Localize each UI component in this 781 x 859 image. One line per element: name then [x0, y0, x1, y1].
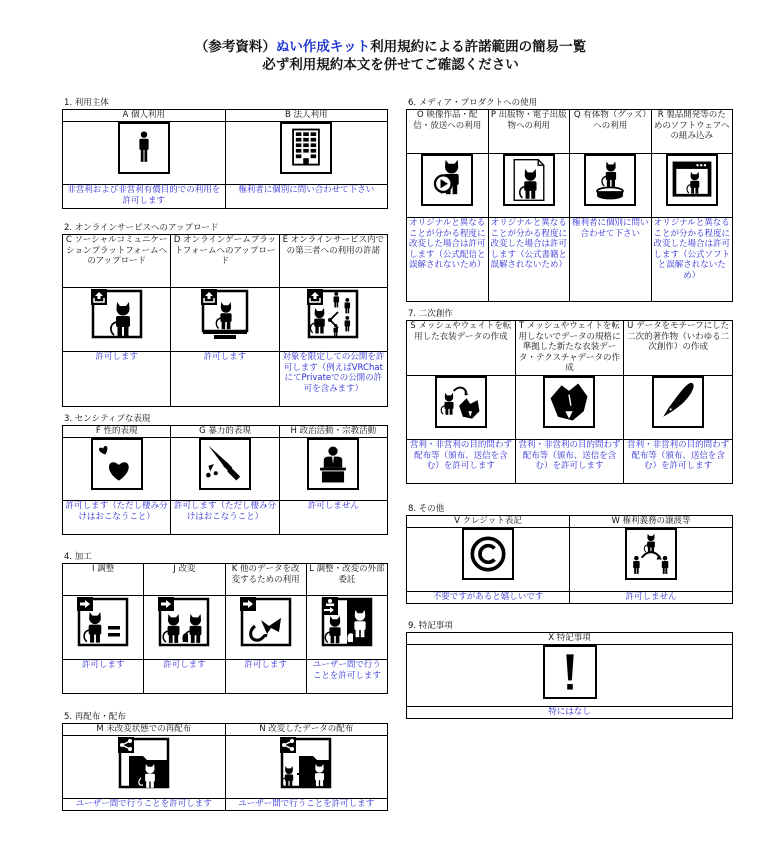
page-title	[0, 38, 781, 74]
share-modified-icon	[279, 736, 333, 790]
upload-monitor-cat-icon	[198, 288, 252, 342]
column-header: F 性的表現	[63, 426, 171, 438]
permission-table	[62, 425, 388, 535]
section-online-upload	[62, 222, 388, 407]
modify-two-cats-icon	[157, 596, 211, 648]
column-header: N 改変したデータの配布	[225, 724, 388, 736]
pen-nib-icon	[652, 376, 704, 428]
section-label: 9. 特記事項	[408, 621, 453, 631]
column-header: V クレジット表記	[407, 516, 570, 528]
exclamation-icon	[543, 645, 597, 699]
permission-table	[406, 320, 733, 484]
permission-result: 営利・非営利の目的問わず配布等（頒布、送信を含む）を許可します	[407, 440, 516, 484]
hearts-icon	[91, 438, 143, 490]
permission-table	[62, 563, 388, 694]
permission-result: ユーザー間で行うことを許可します	[225, 799, 388, 811]
column-header: X 特記事項	[407, 633, 733, 645]
section-derivative-works	[406, 308, 733, 484]
permission-result: 権利者に個別に問い合わせて下さい	[570, 218, 652, 302]
section-label: 4. 加工	[64, 552, 92, 562]
column-header: T メッシュやウェイトを転用しないでデータの規格に準拠した新たな衣装データ・テクスチャデータの作成	[515, 321, 624, 376]
permission-result: 権利者に個別に問い合わせて下さい	[225, 185, 388, 209]
column-header: S メッシュやウェイトを転用した衣装データの作成	[407, 321, 516, 376]
title-line-2: 必ず利用規約本文を併せてご確認ください	[262, 57, 519, 73]
knife-icon	[199, 438, 251, 490]
column-header: K 他のデータを改変するための利用	[225, 564, 306, 596]
section-other	[406, 503, 733, 604]
kit-name: ぬい作成キット	[275, 39, 371, 55]
section-processing	[62, 551, 388, 694]
permission-result: ユーザー間で行うことを許可します	[306, 660, 387, 694]
permission-result: 許可しません	[570, 592, 733, 604]
permission-table	[62, 109, 388, 209]
permission-result: 許可します	[63, 660, 144, 694]
section-label: 7. 二次創作	[408, 309, 453, 319]
section-sensitive-expression	[62, 413, 388, 535]
section-usage-subject	[62, 97, 388, 209]
outsource-icon	[320, 596, 374, 648]
section-label: 5. 再配布・配布	[64, 712, 126, 722]
person-icon	[118, 122, 170, 174]
column-header: L 調整・改変の外部委託	[306, 564, 387, 596]
permission-result: 許可します（ただし棲み分けはおこなうこと）	[171, 501, 279, 535]
permission-result: 許可します	[63, 352, 171, 407]
permission-result: 許可しません	[279, 501, 387, 535]
video-play-cat-icon	[421, 154, 473, 206]
document-cat-icon	[503, 154, 555, 206]
copyright-icon	[462, 528, 514, 580]
section-label: 2. オンラインサービスへのアップロード	[64, 223, 219, 233]
cat-to-cloth-icon	[435, 376, 487, 428]
permission-table	[406, 632, 733, 719]
column-header: Q 有体物（グッズ）への利用	[570, 110, 652, 154]
permission-result: オリジナルと異なることが分かる程度に改変した場合は許可します（公式書籍と誤解されないため）	[488, 218, 570, 302]
permission-table	[62, 723, 388, 811]
column-header: G 暴力的表現	[171, 426, 279, 438]
podium-speaker-icon	[307, 438, 359, 490]
permission-result: 非営利および非営利有償目的での利用を許可します	[63, 185, 226, 209]
section-label: 1. 利用主体	[64, 98, 109, 108]
permission-result: 営利・非営利の目的問わず配布等（頒布、送信を含む）を許可します	[515, 440, 624, 484]
transfer-rights-icon	[625, 528, 677, 580]
column-header: W 権利義務の譲渡等	[570, 516, 733, 528]
permission-result: オリジナルと異なることが分かる程度に改変した場合は許可します（公式配信と誤解されないため）	[407, 218, 489, 302]
permission-result: 不要ですがあると嬉しいです	[407, 592, 570, 604]
permission-table	[406, 109, 733, 302]
column-header: E オンラインサービス内での第三者への利用の許諾	[279, 235, 387, 288]
column-header: B 法人利用	[225, 110, 388, 122]
section-media-products	[406, 97, 733, 302]
section-label: 8. その他	[408, 504, 445, 514]
title-line-1: （参考資料）ぬい作成キット利用規約による許諾範囲の簡易一覧	[194, 39, 587, 55]
permission-result: 許可します	[144, 660, 225, 694]
permission-result: 許可します（ただし棲み分けはおこなうこと）	[63, 501, 171, 535]
share-folder-cat-icon	[117, 736, 171, 790]
column-header: I 調整	[63, 564, 144, 596]
section-label: 3. センシティブな表現	[64, 414, 151, 424]
column-header: R 製品開発等のためのソフトウェアへの組み込み	[651, 110, 733, 154]
permission-result: ユーザー間で行うことを許可します	[63, 799, 226, 811]
building-icon	[280, 122, 332, 174]
cloth-icon	[543, 376, 595, 428]
permission-result: 営利・非営利の目的問わず配布等（頒布、送信を含む）を許可します	[624, 440, 733, 484]
section-special-notes	[406, 620, 733, 719]
software-window-cat-icon	[666, 154, 718, 206]
column-header: A 個人利用	[63, 110, 226, 122]
permission-result: オリジナルと異なることが分かる程度に改変した場合は許可します（公式ソフトと誤解されないため）	[651, 218, 733, 302]
permission-result: 特にはなし	[407, 707, 733, 719]
column-header: H 政治活動・宗教活動	[279, 426, 387, 438]
figure-cat-icon	[584, 154, 636, 206]
permission-table	[62, 234, 388, 407]
column-header: U データをモチーフにした二次的著作物（いわゆる二次創作）の作成	[624, 321, 733, 376]
column-header: M 未改変状態での再配布	[63, 724, 226, 736]
adjust-cat-equals-icon	[76, 596, 130, 648]
permission-result: 許可します	[171, 352, 279, 407]
permission-table	[406, 515, 733, 604]
upload-share-users-icon	[306, 288, 360, 340]
column-header: P 出版物・電子出版物への利用	[488, 110, 570, 154]
column-header: J 改変	[144, 564, 225, 596]
reuse-parts-icon	[239, 596, 293, 648]
column-header: O 映像作品・配信・放送への利用	[407, 110, 489, 154]
upload-cat-icon	[90, 288, 144, 340]
permission-result: 対象を限定しての公開を許可します（例えばVRChatにてPrivateでの公開の許可を含みます）	[279, 352, 387, 407]
section-label: 6. メディア・プロダクトへの使用	[408, 98, 538, 108]
column-header: D オンラインゲームプラットフォームへのアップロード	[171, 235, 279, 288]
section-redistribution	[62, 711, 388, 811]
column-header: C ソーシャルコミュニケーションプラットフォームへのアップロード	[63, 235, 171, 288]
permission-result: 許可します	[225, 660, 306, 694]
